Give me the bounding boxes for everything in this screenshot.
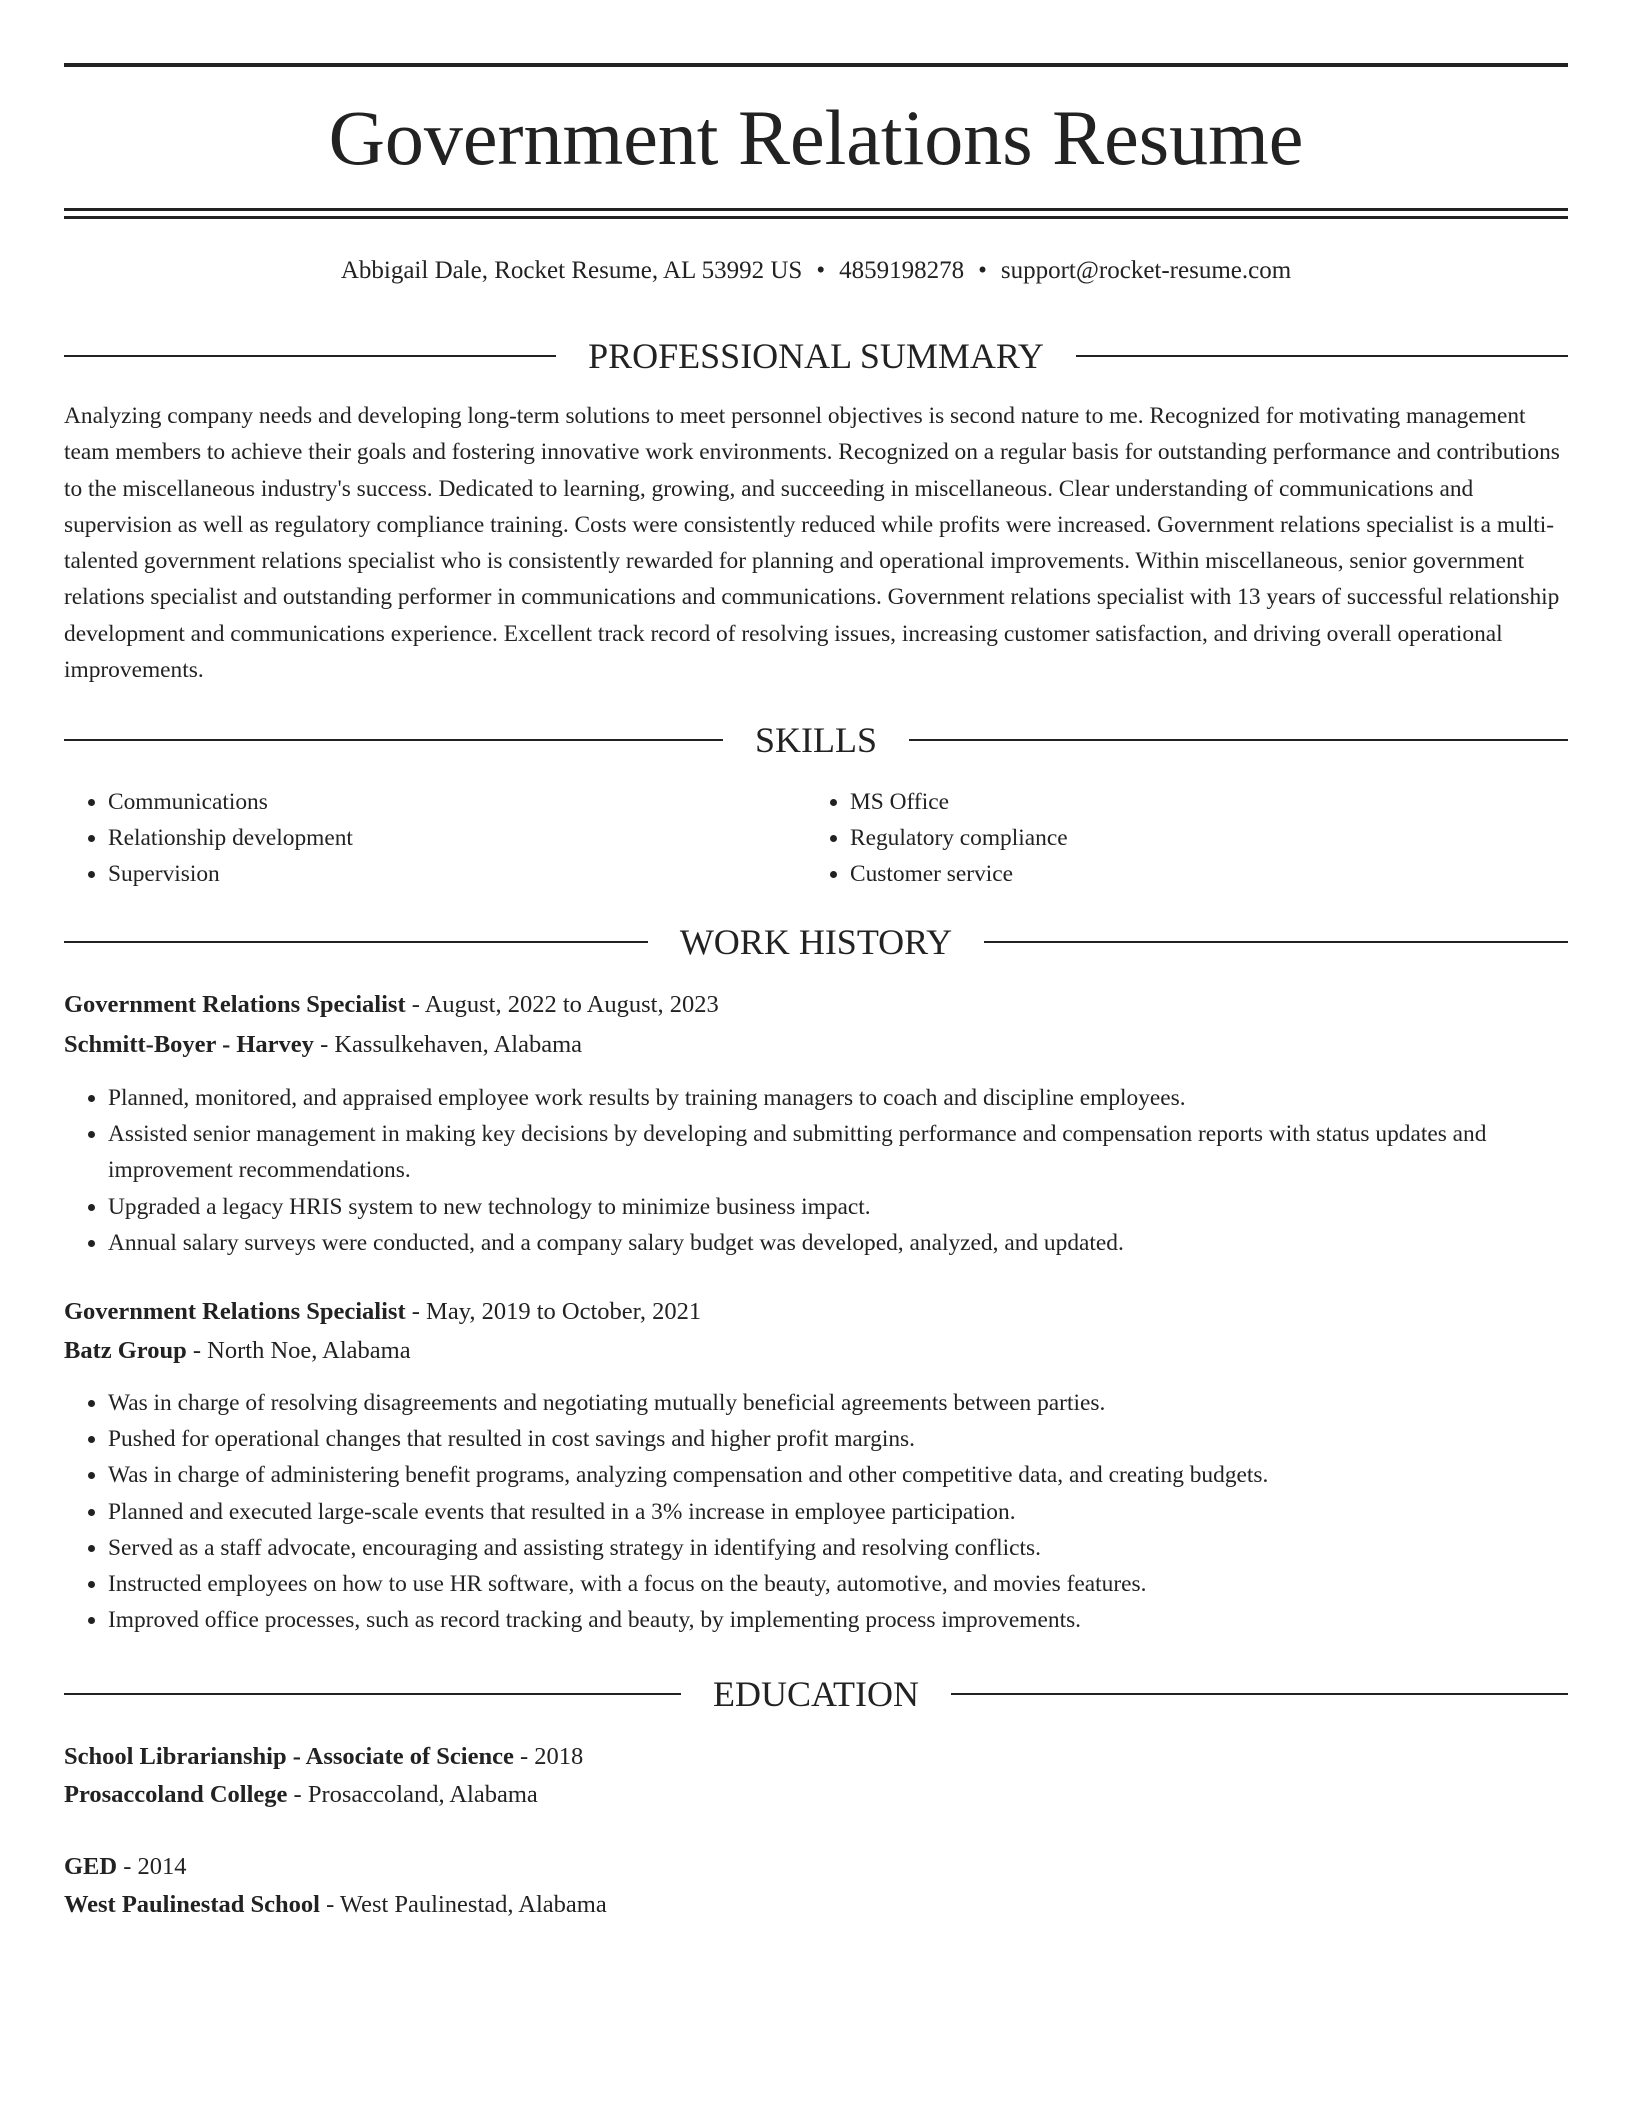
education-degree: School Librarianship - Associate of Science [64,1743,514,1770]
dash: - [326,1891,335,1918]
contact-email: support@rocket-resume.com [1000,257,1292,284]
section-rule-left [64,941,648,943]
skills-column-right [806,784,1506,893]
job-title: Government Relations Specialist [64,991,406,1018]
education-school: West Paulinestad School [64,1891,320,1918]
education-location: Prosaccoland, Alabama [307,1781,538,1808]
job-bullets [64,1385,1568,1638]
job-company: Schmitt-Boyer - Harvey [64,1031,314,1058]
section-rule-right [1076,355,1568,357]
section-rule-left [64,355,556,357]
job-location: North Noe, Alabama [207,1337,411,1364]
job-bullet: • Was in charge of administering benefit programs, analyzing compensation and other competitive data, and creating budgets. [108,1457,1568,1493]
skill-item: • MS Office [850,784,1506,820]
education-school: Prosaccoland College [64,1781,288,1808]
education-degree: GED [64,1853,118,1880]
dash: - [293,1781,302,1808]
dash: - [320,1031,329,1058]
job-bullet: • Assisted senior management in making key decisions by developing and submitting performance and compensation reports with status updates and improvement recommendations. [108,1116,1568,1188]
job-bullet: • Planned and executed large-scale events that resulted in a 3% increase in employee participation. [108,1494,1568,1530]
dash: - [411,991,420,1018]
job-bullet: • Upgraded a legacy HRIS system to new technology to minimize business impact. [108,1189,1568,1225]
job-dates: May, 2019 to October, 2021 [426,1298,702,1325]
job-bullet: • Improved office processes, such as record tracking and beauty, by implementing process improvements. [108,1602,1568,1638]
education-school-line [64,1887,1568,1923]
skill-item: • Customer service [850,856,1506,892]
dash: - [411,1298,420,1325]
section-rule-right [909,739,1568,741]
skill-item: • Relationship development [108,820,764,856]
contact-separator: • [816,257,826,284]
job-company-line [64,1027,1568,1063]
section-rule-right [951,1693,1568,1695]
job-bullet: • Pushed for operational changes that resulted in cost savings and higher profit margins. [108,1421,1568,1457]
job-location: Kassulkehaven, Alabama [334,1031,583,1058]
contact-address: Abbigail Dale, Rocket Resume, AL 53992 US [340,257,803,284]
education-school-line [64,1777,1568,1813]
section-heading-summary [64,334,1568,378]
education-year: 2018 [534,1743,584,1770]
header-top-rule [64,63,1568,67]
job-bullet: • Annual salary surveys were conducted, and a company salary budget was developed, analyzed, and updated. [108,1225,1568,1261]
section-rule-left [64,1693,681,1695]
section-title: PROFESSIONAL SUMMARY [588,336,1044,376]
section-heading-work-history [64,920,1568,964]
job-dates: August, 2022 to August, 2023 [424,991,719,1018]
section-rule-right [984,941,1568,943]
skills-column-left [64,784,764,893]
job-title-line [64,1294,1568,1330]
dash: - [123,1853,132,1880]
dash: - [192,1337,202,1364]
education-year: 2014 [137,1853,187,1880]
education-location: West Paulinestad, Alabama [339,1891,607,1918]
section-rule-left [64,739,723,741]
education-degree-line [64,1739,1568,1775]
job-company: Batz Group [64,1337,187,1364]
contact-phone: 4859198278 [839,257,965,284]
section-heading-skills [64,718,1568,762]
skill-item: • Supervision [108,856,764,892]
resume-title: Government Relations Resume [328,94,1304,181]
skill-item: • Regulatory compliance [850,820,1506,856]
contact-line [64,254,1568,288]
skill-item: • Communications [108,784,764,820]
section-heading-education [64,1672,1568,1716]
header-double-rule-upper [64,208,1568,211]
summary-text: Analyzing company needs and developing long-term solutions to meet personnel objectives is second nature to me. Recognized for motivating management team members to achieve their goals and fostering innovative work environments. Recognized on a regular basis for outstanding performance and contributions to the miscellaneous industry's success. Dedicated to learning, growing, and succeeding in miscellaneous. Clear understanding of communications and supervision as well as regulatory compliance training. Costs were consistently reduced while profits were increased. Government relations specialist is a multi-talented government relations specialist who is consistently rewarded for planning and operational improvements. Within miscellaneous, senior government relations specialist and outstanding performer in communications and communications. Government relations specialist with 13 years of successful relationship development and communications experience. Excellent track record of resolving issues, increasing customer satisfaction, and driving overall operational improvements. [64,403,1560,684]
job-bullet: • Was in charge of resolving disagreements and negotiating mutually beneficial agreements between parties. [108,1385,1568,1421]
job-bullet: • Served as a staff advocate, encouraging and assisting strategy in identifying and resolving conflicts. [108,1530,1568,1566]
section-title: SKILLS [755,720,878,760]
job-bullets [64,1080,1568,1261]
job-bullet: • Planned, monitored, and appraised employee work results by training managers to coach and discipline employees. [108,1080,1568,1116]
education-degree-line [64,1849,1568,1885]
job-bullet: • Instructed employees on how to use HR software, with a focus on the beauty, automotive, and movies features. [108,1566,1568,1602]
job-title: Government Relations Specialist [64,1298,406,1325]
job-title-line [64,987,1568,1023]
dash: - [519,1743,529,1770]
contact-separator: • [978,257,987,284]
section-title: WORK HISTORY [679,922,953,962]
header-double-rule-lower [64,216,1568,219]
job-company-line [64,1333,1568,1369]
section-title: EDUCATION [713,1674,919,1714]
